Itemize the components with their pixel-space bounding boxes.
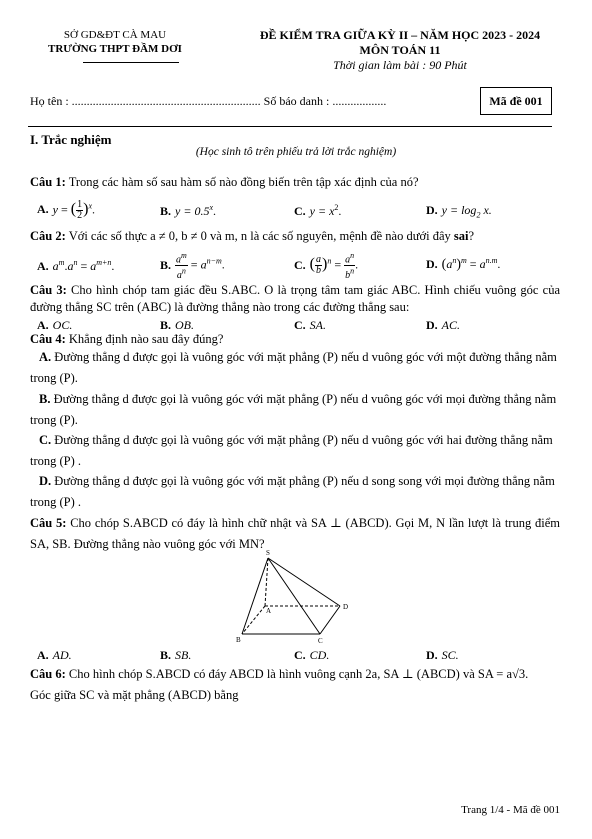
- student-info-row: [30, 94, 386, 109]
- question-2: Câu 2: Với các số thực a ≠ 0, b ≠ 0 và m, n là các số nguyên, mệnh đề nào dưới đây sai?: [30, 229, 475, 243]
- option-c[interactable]: C. ( $\frac{a}{b})^n$ = $\frac{a^n}{b^n}$.: [294, 251, 359, 281]
- option-b[interactable]: B. Đường thẳng d được gọi là vuông góc với mặt phẳng (P) nếu d vuông góc với mọi đường thẳng nằm trong (P).: [30, 392, 557, 427]
- question-text: Cho hình chóp S.ABCD có đáy ABCD là hình vuông cạnh 2a, SA ⊥ (ABCD) và SA = a√3.: [68, 667, 529, 681]
- option-b[interactable]: B. SB.: [160, 648, 192, 662]
- option-b[interactable]: B. $y = 0.5^x$.: [160, 203, 217, 218]
- question-6: [30, 664, 560, 706]
- school-name: TRƯỜNG THPT ĐẦM DƠI: [48, 43, 182, 55]
- question-emphasis: sai: [453, 229, 469, 243]
- option-b[interactable]: B. OB.: [160, 318, 195, 332]
- option-b[interactable]: B. $\frac{a^m}{a^n} = a^{n-m}$.: [160, 251, 225, 281]
- question-text: Cho hình chóp tam giác đều S.ABC. O là trọng tâm tam giác ABC. Hình chiếu vuông góc của đường thẳng SC trên (ABC) là đường thẳng nào trong các đường thẳng sau:: [30, 283, 560, 314]
- section-title: I. Trắc nghiệm: [30, 132, 112, 147]
- header-divider: [83, 62, 179, 63]
- header-right: [250, 28, 550, 73]
- question-text: Với các số thực a ≠ 0, b ≠ 0 và m, n là các số nguyên, mệnh đề nào dưới đây: [68, 229, 451, 243]
- vertex-d: D: [343, 603, 349, 611]
- option-a[interactable]: A. AD.: [37, 648, 72, 662]
- exam-code-box: Mã đề 001: [480, 87, 552, 115]
- department-name: SỞ GD&ĐT CÀ MAU: [63, 29, 167, 41]
- page-footer: Trang 1/4 - Mã đề 001: [461, 804, 560, 816]
- question-text: Cho chóp S.ABCD có đáy là hình chữ nhật và SA ⊥ (ABCD). Gọi M, N lần lượt là trung điểm SA, SB. Đường thẳng nào vuông góc với MN?: [30, 516, 560, 551]
- question-label: Câu 5:: [30, 516, 67, 530]
- exam-time: Thời gian làm bài : 90 Phút: [333, 58, 467, 72]
- question-text: Trong các hàm số sau hàm số nào đồng biến trên tập xác định của nó?: [68, 175, 419, 189]
- question-label: Câu 1:: [30, 175, 66, 189]
- student-id-field[interactable]: Số báo danh : ..................: [263, 94, 387, 108]
- option-a[interactable]: A. $a^m.a^n = a^{m+n}$.: [37, 258, 115, 273]
- section-note: (Học sinh tô trên phiếu trả lời trắc nghiệm): [195, 146, 397, 158]
- option-c[interactable]: C. CD.: [294, 648, 330, 662]
- question-text-2: Góc giữa SC và mặt phẳng (ABCD) bằng: [30, 688, 239, 702]
- option-c[interactable]: C. SA.: [294, 318, 327, 332]
- question-label: Câu 6:: [30, 667, 66, 681]
- vertex-b: B: [236, 636, 241, 644]
- question-4: [30, 331, 560, 348]
- option-d[interactable]: D. $y = \log_2 x$.: [426, 203, 492, 220]
- subject-title: MÔN TOÁN 11: [359, 43, 441, 57]
- option-d[interactable]: D. Đường thẳng d được gọi là vuông góc với mặt phẳng (P) nếu d song song với mọi đường thẳng nằm trong (P) .: [30, 474, 555, 509]
- option-c[interactable]: C. $y = x^2$.: [294, 203, 342, 218]
- exam-title: ĐỀ KIỂM TRA GIỮA KỲ II – NĂM HỌC 2023 - 2024: [259, 28, 541, 42]
- option-d[interactable]: D. SC.: [426, 648, 459, 662]
- vertex-c: C: [318, 637, 323, 645]
- option-c[interactable]: C. Đường thẳng d được gọi là vuông góc với mặt phẳng (P) nếu d vuông góc với hai đường thẳng nằm trong (P) .: [30, 433, 553, 468]
- question-1: [30, 174, 560, 191]
- question-label: Câu 4:: [30, 332, 66, 346]
- header-left: [30, 28, 200, 56]
- option-a[interactable]: A. Đường thẳng d được gọi là vuông góc với mặt phẳng (P) nếu d vuông góc với một đường thẳng nằm trong (P).: [30, 350, 557, 385]
- question-text: Khẳng định nào sau đây đúng?: [68, 332, 224, 346]
- pyramid-figure: [232, 548, 357, 646]
- option-a[interactable]: A. OC.: [37, 318, 73, 332]
- option-d[interactable]: D. AC.: [426, 318, 461, 332]
- header-rule: [28, 126, 552, 127]
- option-a[interactable]: A. y = ( $\frac{1}{2})^x$.: [37, 199, 95, 221]
- vertex-a: A: [266, 607, 272, 615]
- vertex-s: S: [266, 549, 270, 557]
- name-field[interactable]: Họ tên : ...............................................................: [30, 94, 261, 108]
- question-3: [30, 282, 560, 316]
- question-label: Câu 3:: [30, 283, 67, 297]
- option-d[interactable]: D. $(a^n)^m = a^{n.m}$.: [426, 256, 501, 272]
- question-label: Câu 2:: [30, 229, 66, 243]
